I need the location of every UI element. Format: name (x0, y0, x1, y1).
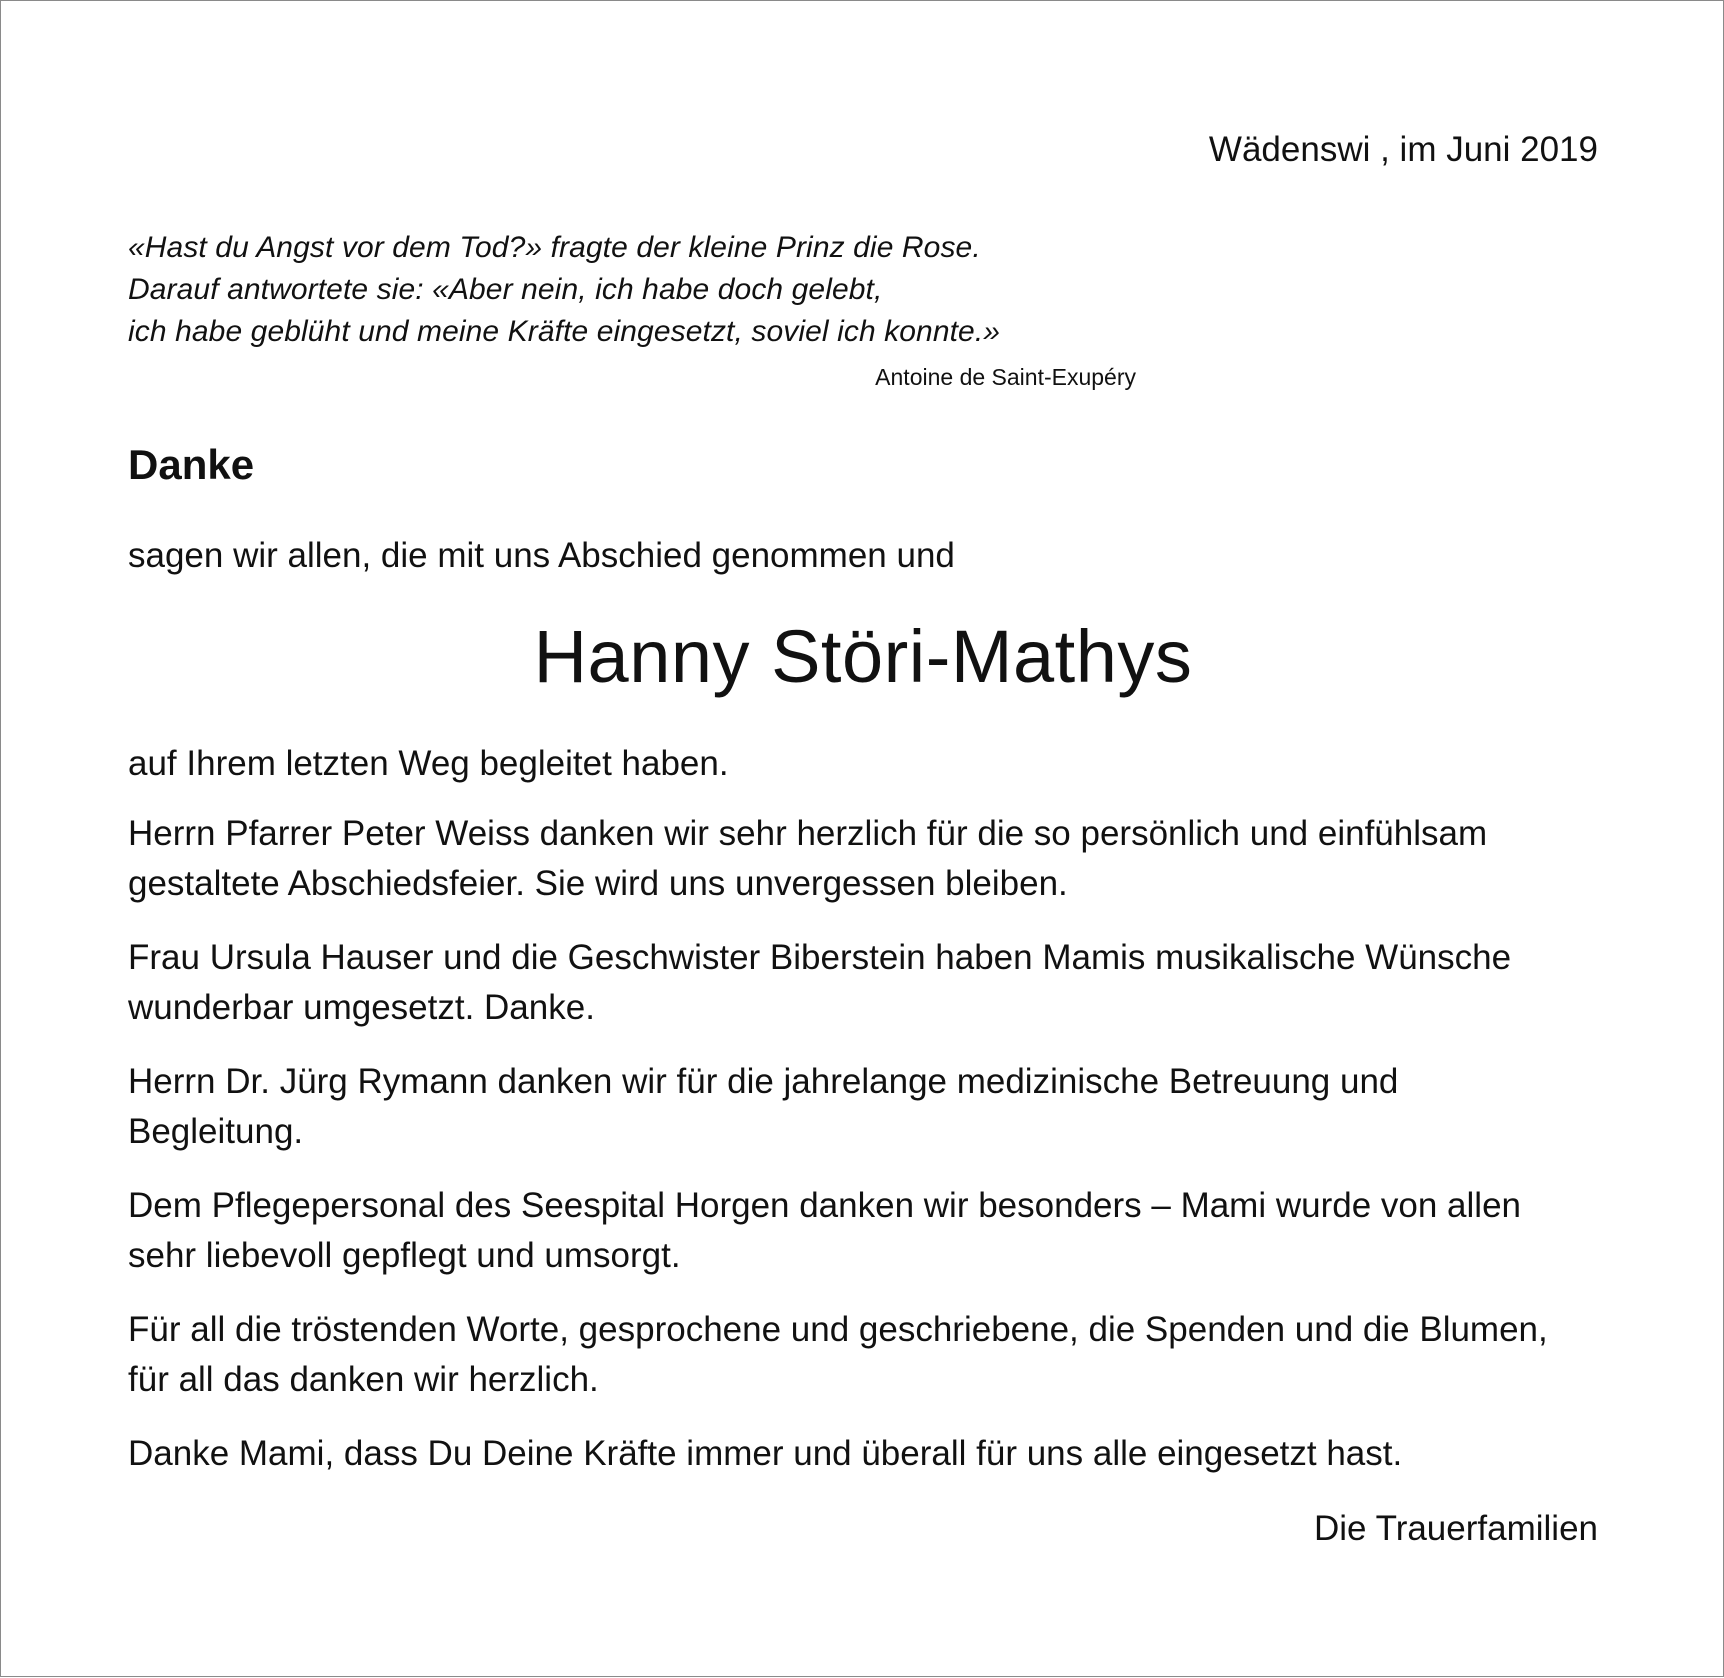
place-date: Wädenswi , im Juni 2019 (1208, 130, 1598, 169)
thanks-paragraphs (128, 809, 1598, 1503)
thanks-paragraph-nursing (128, 1181, 1598, 1281)
paragraph-line: für all das danken wir herzlich. (128, 1360, 599, 1399)
thanks-paragraph-doctor (128, 1057, 1598, 1157)
signature: Die Trauerfamilien (1314, 1509, 1598, 1548)
thanks-heading: Danke (128, 441, 255, 488)
notice-content (128, 1, 1598, 1678)
thanks-intro: sagen wir allen, die mit uns Abschied genommen und (128, 536, 955, 575)
paragraph-line: Herrn Dr. Jürg Rymann danken wir für die jahrelange medizinische Betreuung und (128, 1062, 1399, 1101)
quote-line: «Hast du Angst vor dem Tod?» fragte der kleine Prinz die Rose. (128, 231, 981, 264)
paragraph-line: Frau Ursula Hauser und die Geschwister Biberstein haben Mamis musikalische Wünsche (128, 938, 1512, 977)
paragraph-line: Danke Mami, dass Du Deine Kräfte immer und überall für uns alle eingesetzt hast. (128, 1434, 1403, 1473)
thanks-paragraph-pastor (128, 809, 1598, 909)
deceased-name: Hanny Störi-Mathys (533, 615, 1193, 698)
paragraph-line: Begleitung. (128, 1112, 304, 1151)
thanks-outro: auf Ihrem letzten Weg begleitet haben. (128, 744, 729, 783)
thanks-paragraph-condolences (128, 1305, 1598, 1405)
paragraph-line: Dem Pflegepersonal des Seespital Horgen danken wir besonders – Mami wurde von allen (128, 1186, 1521, 1225)
paragraph-line: Für all die tröstenden Worte, gesprochene und geschriebene, die Spenden und die Blumen, (128, 1310, 1548, 1349)
paragraph-line: gestaltete Abschiedsfeier. Sie wird uns unvergessen bleiben. (128, 864, 1068, 903)
thanks-paragraph-music (128, 933, 1598, 1033)
quote-line: Darauf antwortete sie: «Aber nein, ich habe doch gelebt, (128, 273, 883, 306)
thanks-paragraph-mami (128, 1429, 1598, 1479)
paragraph-line: Herrn Pfarrer Peter Weiss danken wir sehr herzlich für die so persönlich und einfühlsam (128, 814, 1488, 853)
quote-line: ich habe geblüht und meine Kräfte eingesetzt, soviel ich konnte.» (128, 315, 1001, 348)
quote-author: Antoine de Saint-Exupéry (875, 364, 1136, 390)
quote (128, 227, 1000, 353)
paragraph-line: sehr liebevoll gepflegt und umsorgt. (128, 1236, 681, 1275)
paragraph-line: wunderbar umgesetzt. Danke. (128, 988, 595, 1027)
